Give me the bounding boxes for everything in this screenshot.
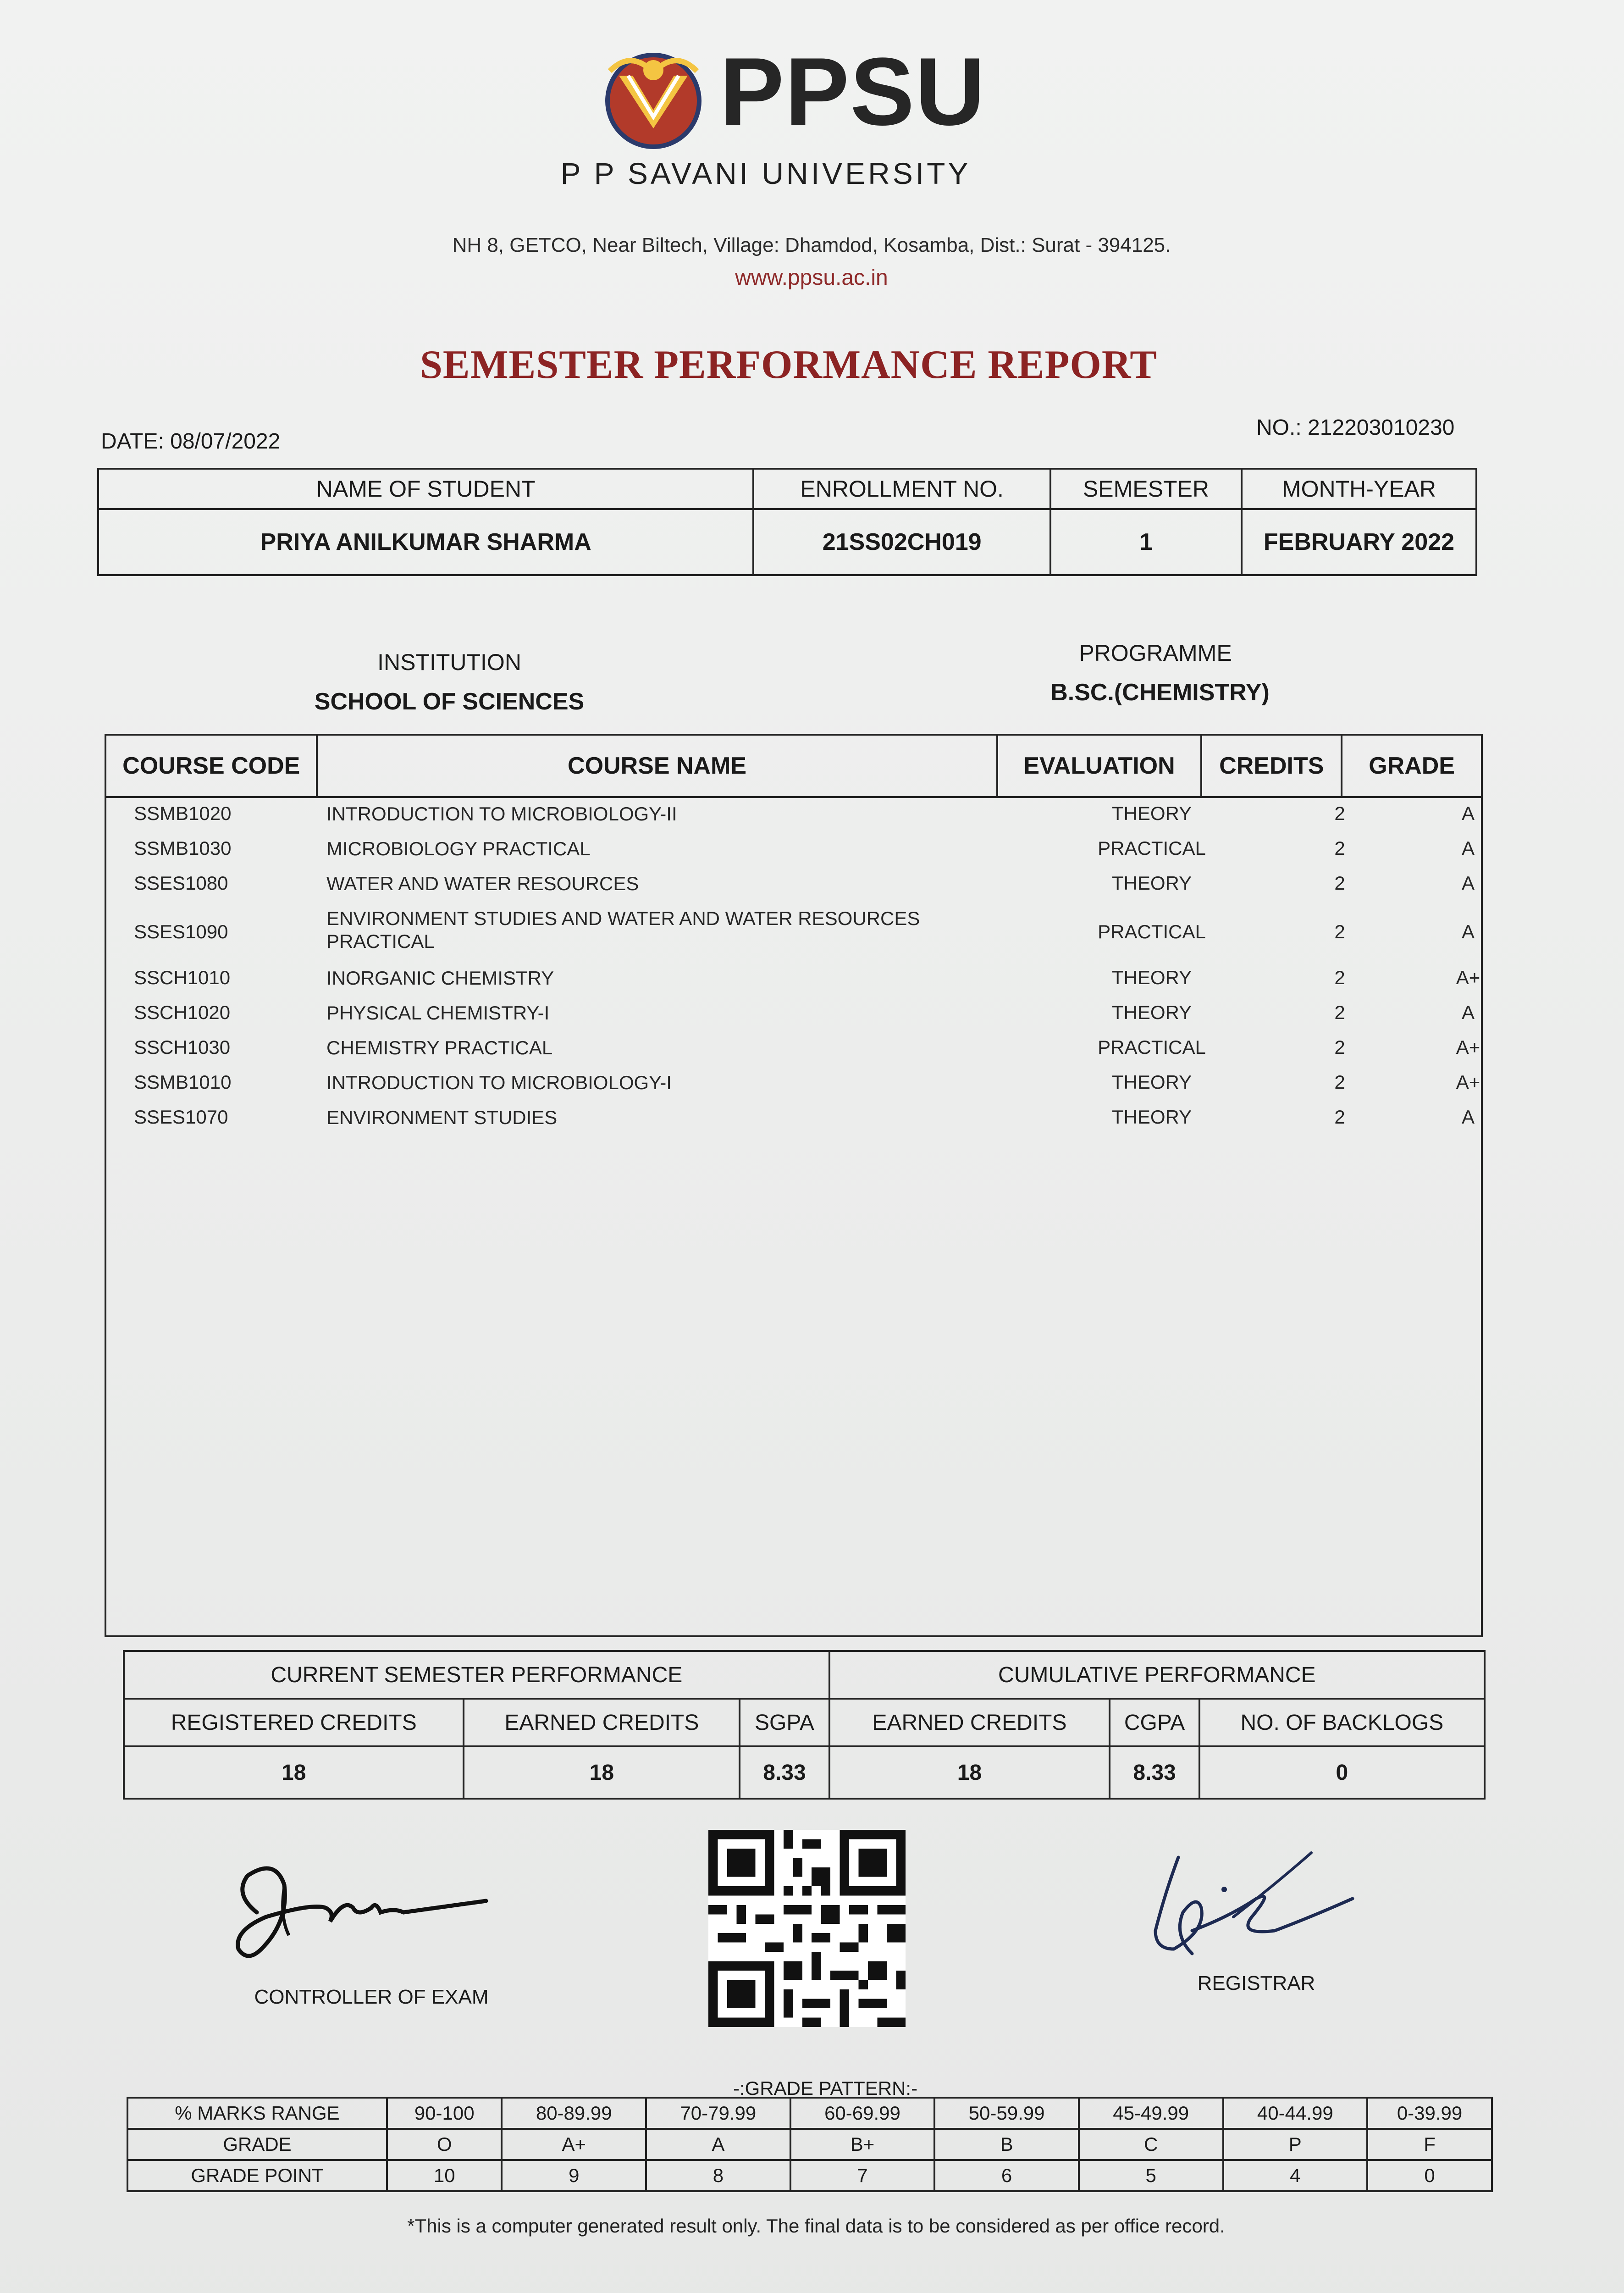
course-credits: 2 — [1334, 837, 1345, 859]
course-row — [106, 1002, 1485, 1036]
grade-pattern-table — [127, 2097, 1493, 2192]
enrollment-number: 21SS02CH019 — [753, 509, 1050, 575]
student-name: PRIYA ANILKUMAR SHARMA — [98, 509, 753, 575]
course-row — [106, 1036, 1485, 1070]
grade-point-label: GRADE POINT — [127, 2160, 387, 2191]
course-row — [106, 1071, 1485, 1105]
grade-cell: A+ — [502, 2129, 646, 2160]
course-name: ENVIRONMENT STUDIES — [326, 1107, 558, 1128]
footer-disclaimer: *This is a computer generated result only. The final data is to be considered as per office record. — [407, 2215, 1225, 2237]
course-credits: 2 — [1334, 1036, 1345, 1058]
header-cumulative-earned-credits: EARNED CREDITS — [829, 1699, 1110, 1746]
university-name: P P SAVANI UNIVERSITY — [560, 156, 971, 190]
cumulative-earned-credits-value: 18 — [829, 1746, 1110, 1799]
grade-point-cell: 0 — [1367, 2160, 1492, 2191]
header-enrollment: ENROLLMENT NO. — [753, 469, 1050, 509]
header-grade: GRADE — [1342, 735, 1482, 797]
course-row — [106, 1106, 1485, 1140]
course-row — [106, 803, 1485, 836]
programme-label: PROGRAMME — [1079, 640, 1232, 666]
course-evaluation: THEORY — [1111, 803, 1192, 824]
grade-point-cell: 8 — [646, 2160, 790, 2191]
report-title: SEMESTER PERFORMANCE REPORT — [420, 343, 1158, 387]
grade-cell: A — [646, 2129, 790, 2160]
performance-table — [123, 1650, 1486, 1800]
grade-point-cell: 6 — [934, 2160, 1079, 2191]
course-row — [106, 872, 1485, 906]
grade-point-cell: 9 — [502, 2160, 646, 2191]
report-date: DATE: 08/07/2022 — [101, 429, 281, 454]
course-evaluation: THEORY — [1111, 967, 1192, 988]
course-code: SSMB1020 — [134, 803, 232, 824]
course-name: CHEMISTRY PRACTICAL — [326, 1037, 553, 1058]
grade-point-cell: 4 — [1223, 2160, 1368, 2191]
marks-range-cell: 0-39.99 — [1367, 2098, 1492, 2129]
course-code: SSCH1010 — [134, 967, 231, 988]
university-website[interactable]: www.ppsu.ac.in — [735, 266, 888, 290]
grade-cell: F — [1367, 2129, 1492, 2160]
course-name: MICROBIOLOGY PRACTICAL — [326, 838, 591, 859]
course-code: SSES1080 — [134, 872, 228, 894]
header-course-name: COURSE NAME — [317, 735, 997, 797]
course-code: SSMB1010 — [134, 1071, 232, 1093]
header-sgpa: SGPA — [740, 1699, 829, 1746]
cgpa-value: 8.33 — [1110, 1746, 1199, 1799]
controller-label: CONTROLLER OF EXAM — [254, 1986, 489, 2008]
grade-pattern-title: -:GRADE PATTERN:- — [733, 2077, 918, 2099]
registrar-signature-icon — [1137, 1839, 1375, 1986]
header-evaluation: EVALUATION — [997, 735, 1202, 797]
header-semester: SEMESTER — [1050, 469, 1242, 509]
earned-credits-value: 18 — [464, 1746, 740, 1799]
marks-range-cell: 70-79.99 — [646, 2098, 790, 2129]
course-credits: 2 — [1334, 1002, 1345, 1023]
report-number: NO.: 212203010230 — [1256, 415, 1455, 440]
course-code: SSES1070 — [134, 1106, 228, 1128]
student-details-table — [97, 468, 1477, 576]
marks-range-label: % MARKS RANGE — [127, 2098, 387, 2129]
course-code: SSCH1020 — [134, 1002, 231, 1023]
sgpa-value: 8.33 — [740, 1746, 829, 1799]
header-month-year: MONTH-YEAR — [1242, 469, 1476, 509]
course-name: INTRODUCTION TO MICROBIOLOGY-II — [326, 803, 677, 825]
course-credits: 2 — [1334, 872, 1345, 894]
course-grade: A+ — [1456, 967, 1480, 988]
grade-point-cell: 10 — [387, 2160, 502, 2191]
header-backlogs: NO. OF BACKLOGS — [1199, 1699, 1485, 1746]
course-evaluation: THEORY — [1111, 872, 1192, 894]
marks-range-cell: 40-44.99 — [1223, 2098, 1368, 2129]
course-grade: A — [1461, 921, 1475, 942]
course-grade: A — [1461, 1002, 1475, 1023]
course-credits: 2 — [1334, 1106, 1345, 1128]
header-course-code: COURSE CODE — [105, 735, 317, 797]
qr-code-icon — [708, 1830, 906, 2027]
grade-cell: O — [387, 2129, 502, 2160]
course-row — [106, 967, 1485, 1001]
cumulative-title: CUMULATIVE PERFORMANCE — [829, 1651, 1485, 1699]
course-name: ENVIRONMENT STUDIES AND WATER AND WATER RESOURCES PRACTICAL — [326, 908, 920, 952]
course-evaluation: THEORY — [1111, 1071, 1192, 1093]
course-grade: A+ — [1456, 1036, 1480, 1058]
semester-value: 1 — [1050, 509, 1242, 575]
header-name: NAME OF STUDENT — [98, 469, 753, 509]
marks-range-cell: 90-100 — [387, 2098, 502, 2129]
university-address: NH 8, GETCO, Near Biltech, Village: Dhamdod, Kosamba, Dist.: Surat - 394125. — [452, 234, 1171, 256]
marks-range-cell: 60-69.99 — [790, 2098, 935, 2129]
course-table — [105, 734, 1483, 1637]
course-table-header — [105, 734, 1483, 798]
course-grade: A — [1461, 872, 1475, 894]
university-emblem-icon — [601, 48, 706, 149]
current-semester-title: CURRENT SEMESTER PERFORMANCE — [124, 1651, 829, 1699]
course-grade: A+ — [1456, 1071, 1480, 1093]
month-year-value: FEBRUARY 2022 — [1242, 509, 1476, 575]
grade-cell: B — [934, 2129, 1079, 2160]
backlogs-value: 0 — [1199, 1746, 1485, 1799]
programme-value: B.SC.(CHEMISTRY) — [1050, 679, 1270, 706]
course-credits: 2 — [1334, 921, 1345, 942]
course-name: INORGANIC CHEMISTRY — [326, 967, 554, 989]
brand-name: PPSU — [720, 38, 986, 145]
marks-range-cell: 45-49.99 — [1079, 2098, 1223, 2129]
course-row — [106, 907, 1485, 962]
course-grade: A — [1461, 1106, 1475, 1128]
course-evaluation: PRACTICAL — [1098, 1036, 1206, 1058]
course-name: WATER AND WATER RESOURCES — [326, 873, 639, 894]
course-name: PHYSICAL CHEMISTRY-I — [326, 1002, 550, 1024]
course-name: INTRODUCTION TO MICROBIOLOGY-I — [326, 1072, 672, 1093]
marks-range-cell: 80-89.99 — [502, 2098, 646, 2129]
course-code: SSES1090 — [134, 921, 228, 942]
course-row — [106, 837, 1485, 871]
header-credits: CREDITS — [1201, 735, 1342, 797]
header-registered-credits: REGISTERED CREDITS — [124, 1699, 464, 1746]
grade-label: GRADE — [127, 2129, 387, 2160]
course-code: SSCH1030 — [134, 1036, 231, 1058]
grade-point-cell: 5 — [1079, 2160, 1223, 2191]
course-credits: 2 — [1334, 967, 1345, 988]
registrar-label: REGISTRAR — [1197, 1972, 1315, 1994]
controller-signature-icon — [220, 1844, 504, 1981]
course-code: SSMB1030 — [134, 837, 232, 859]
institution-label: INSTITUTION — [377, 649, 521, 675]
course-grade: A — [1461, 803, 1475, 824]
header-cgpa: CGPA — [1110, 1699, 1199, 1746]
course-grade: A — [1461, 837, 1475, 859]
institution-value: SCHOOL OF SCIENCES — [314, 688, 585, 715]
grade-cell: C — [1079, 2129, 1223, 2160]
course-evaluation: THEORY — [1111, 1002, 1192, 1023]
course-credits: 2 — [1334, 803, 1345, 824]
header-earned-credits: EARNED CREDITS — [464, 1699, 740, 1746]
grade-cell: B+ — [790, 2129, 935, 2160]
course-credits: 2 — [1334, 1071, 1345, 1093]
marks-range-cell: 50-59.99 — [934, 2098, 1079, 2129]
registered-credits-value: 18 — [124, 1746, 464, 1799]
course-evaluation: PRACTICAL — [1098, 837, 1206, 859]
course-evaluation: PRACTICAL — [1098, 921, 1206, 942]
grade-cell: P — [1223, 2129, 1368, 2160]
course-evaluation: THEORY — [1111, 1106, 1192, 1128]
grade-point-cell: 7 — [790, 2160, 935, 2191]
